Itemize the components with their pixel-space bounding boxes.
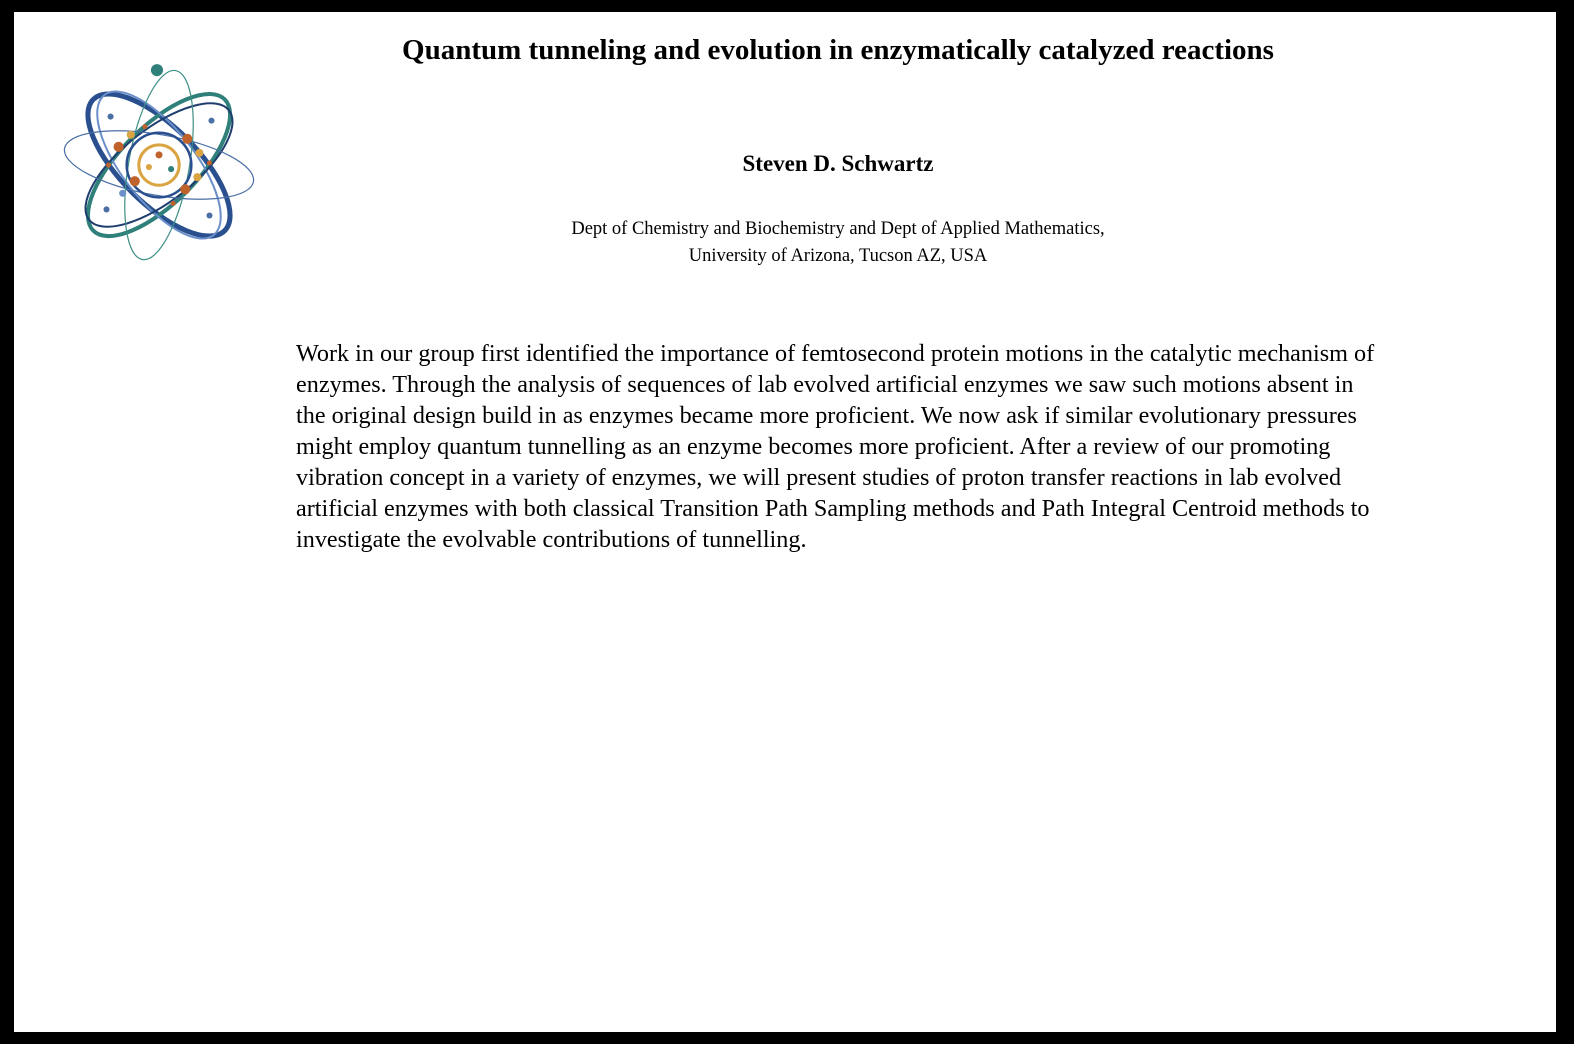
affiliation xyxy=(394,216,1282,270)
affiliation-line-2: University of Arizona, Tucson AZ, USA xyxy=(688,246,988,266)
document-page xyxy=(14,12,1556,1032)
author-name: Steven D. Schwartz xyxy=(742,151,934,176)
abstract-text: Work in our group first identified the importance of femtosecond protein motions in the catalytic mechanism of enzymes. Through the analysis of sequences of lab evolved artificial enzymes we saw such motions absent in the original design build in as enzymes became more proficient. We now ask if similar evolutionary pressures might employ quantum tunnelling as an enzyme becomes more proficient. After a review of our promoting vibration concept in a variety of enzymes, we will present studies of proton transfer reactions in lab evolved artificial enzymes with both classical Transition Path Sampling methods and Path Integral Centroid methods to investigate the evolvable contributions of tunnelling. xyxy=(296,340,1375,553)
atom-molecule-logo-icon xyxy=(58,56,260,268)
page-title: Quantum tunneling and evolution in enzymatically catalyzed reactions xyxy=(402,34,1274,66)
affiliation-line-1: Dept of Chemistry and Biochemistry and Dept of Applied Mathematics, xyxy=(571,219,1105,239)
